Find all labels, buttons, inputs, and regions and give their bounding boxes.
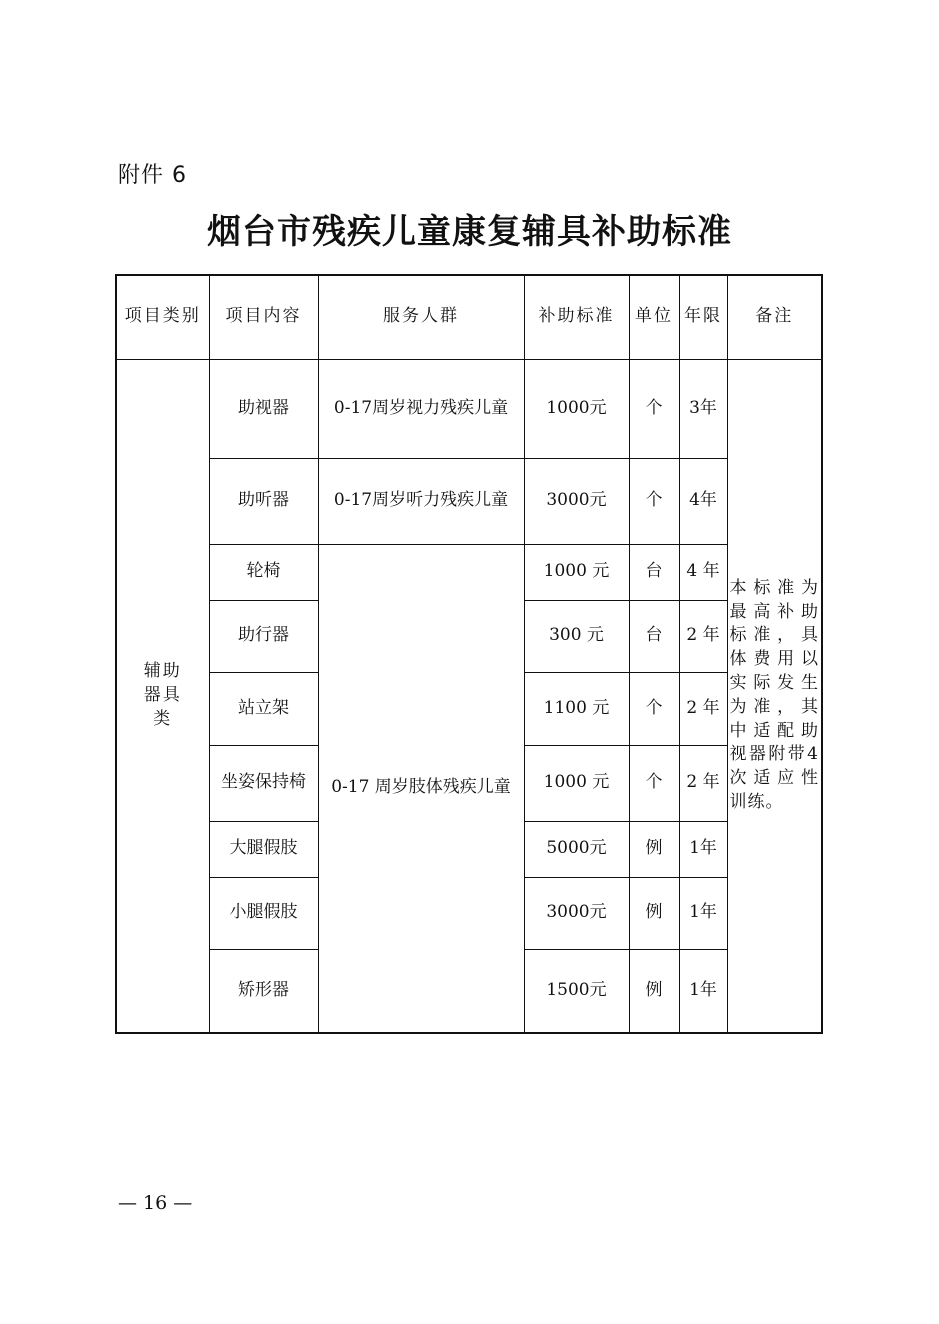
subsidy-cell: 1000 元 (524, 745, 629, 821)
table-row (116, 359, 822, 458)
attachment-label: 附件 6 (118, 163, 187, 188)
unit-cell: 例 (629, 877, 679, 949)
page-title: 烟台市残疾儿童康复辅具补助标准 (207, 212, 732, 252)
years-cell: 2 年 (679, 745, 727, 821)
years-cell: 4年 (679, 458, 727, 544)
header-note: 备注 (727, 275, 822, 359)
subsidy-cell: 5000元 (524, 821, 629, 877)
table-row (116, 544, 822, 600)
years-cell: 4 年 (679, 544, 727, 600)
years-cell: 2 年 (679, 600, 727, 672)
subsidy-cell: 1500元 (524, 949, 629, 1033)
table-row (116, 458, 822, 544)
header-subsidy: 补助标准 (524, 275, 629, 359)
group-cell: 0-17周岁听力残疾儿童 (318, 458, 524, 544)
header-years: 年限 (679, 275, 727, 359)
unit-cell: 例 (629, 949, 679, 1033)
unit-cell: 个 (629, 458, 679, 544)
unit-cell: 台 (629, 600, 679, 672)
item-cell: 轮椅 (209, 544, 318, 600)
table-header-row (116, 275, 822, 359)
years-cell: 2 年 (679, 672, 727, 745)
subsidy-cell: 1100 元 (524, 672, 629, 745)
group-cell: 0-17周岁视力残疾儿童 (318, 359, 524, 458)
years-cell: 1年 (679, 877, 727, 949)
header-unit: 单位 (629, 275, 679, 359)
subsidy-table (115, 274, 823, 1034)
years-cell: 1年 (679, 821, 727, 877)
item-cell: 助视器 (209, 359, 318, 458)
note-cell: 本标准为最高补助标准，具体费用以实际发生为准，其中适配助视器附带4次适应性训练。 (727, 359, 822, 1033)
subsidy-cell: 3000元 (524, 458, 629, 544)
group-cell: 0-17 周岁肢体残疾儿童 (318, 544, 524, 1033)
category-cell: 辅助器具类 (116, 359, 209, 1033)
unit-cell: 个 (629, 359, 679, 458)
item-cell: 站立架 (209, 672, 318, 745)
subsidy-cell: 3000元 (524, 877, 629, 949)
subsidy-cell: 300 元 (524, 600, 629, 672)
header-category: 项目类别 (116, 275, 209, 359)
subsidy-cell: 1000元 (524, 359, 629, 458)
header-group: 服务人群 (318, 275, 524, 359)
years-cell: 3年 (679, 359, 727, 458)
item-cell: 坐姿保持椅 (209, 745, 318, 821)
unit-cell: 个 (629, 672, 679, 745)
unit-cell: 台 (629, 544, 679, 600)
subsidy-cell: 1000 元 (524, 544, 629, 600)
item-cell: 小腿假肢 (209, 877, 318, 949)
unit-cell: 个 (629, 745, 679, 821)
page-number: — 16 — (118, 1192, 193, 1214)
item-cell: 助听器 (209, 458, 318, 544)
item-cell: 矫形器 (209, 949, 318, 1033)
item-cell: 助行器 (209, 600, 318, 672)
header-item: 项目内容 (209, 275, 318, 359)
years-cell: 1年 (679, 949, 727, 1033)
unit-cell: 例 (629, 821, 679, 877)
item-cell: 大腿假肢 (209, 821, 318, 877)
